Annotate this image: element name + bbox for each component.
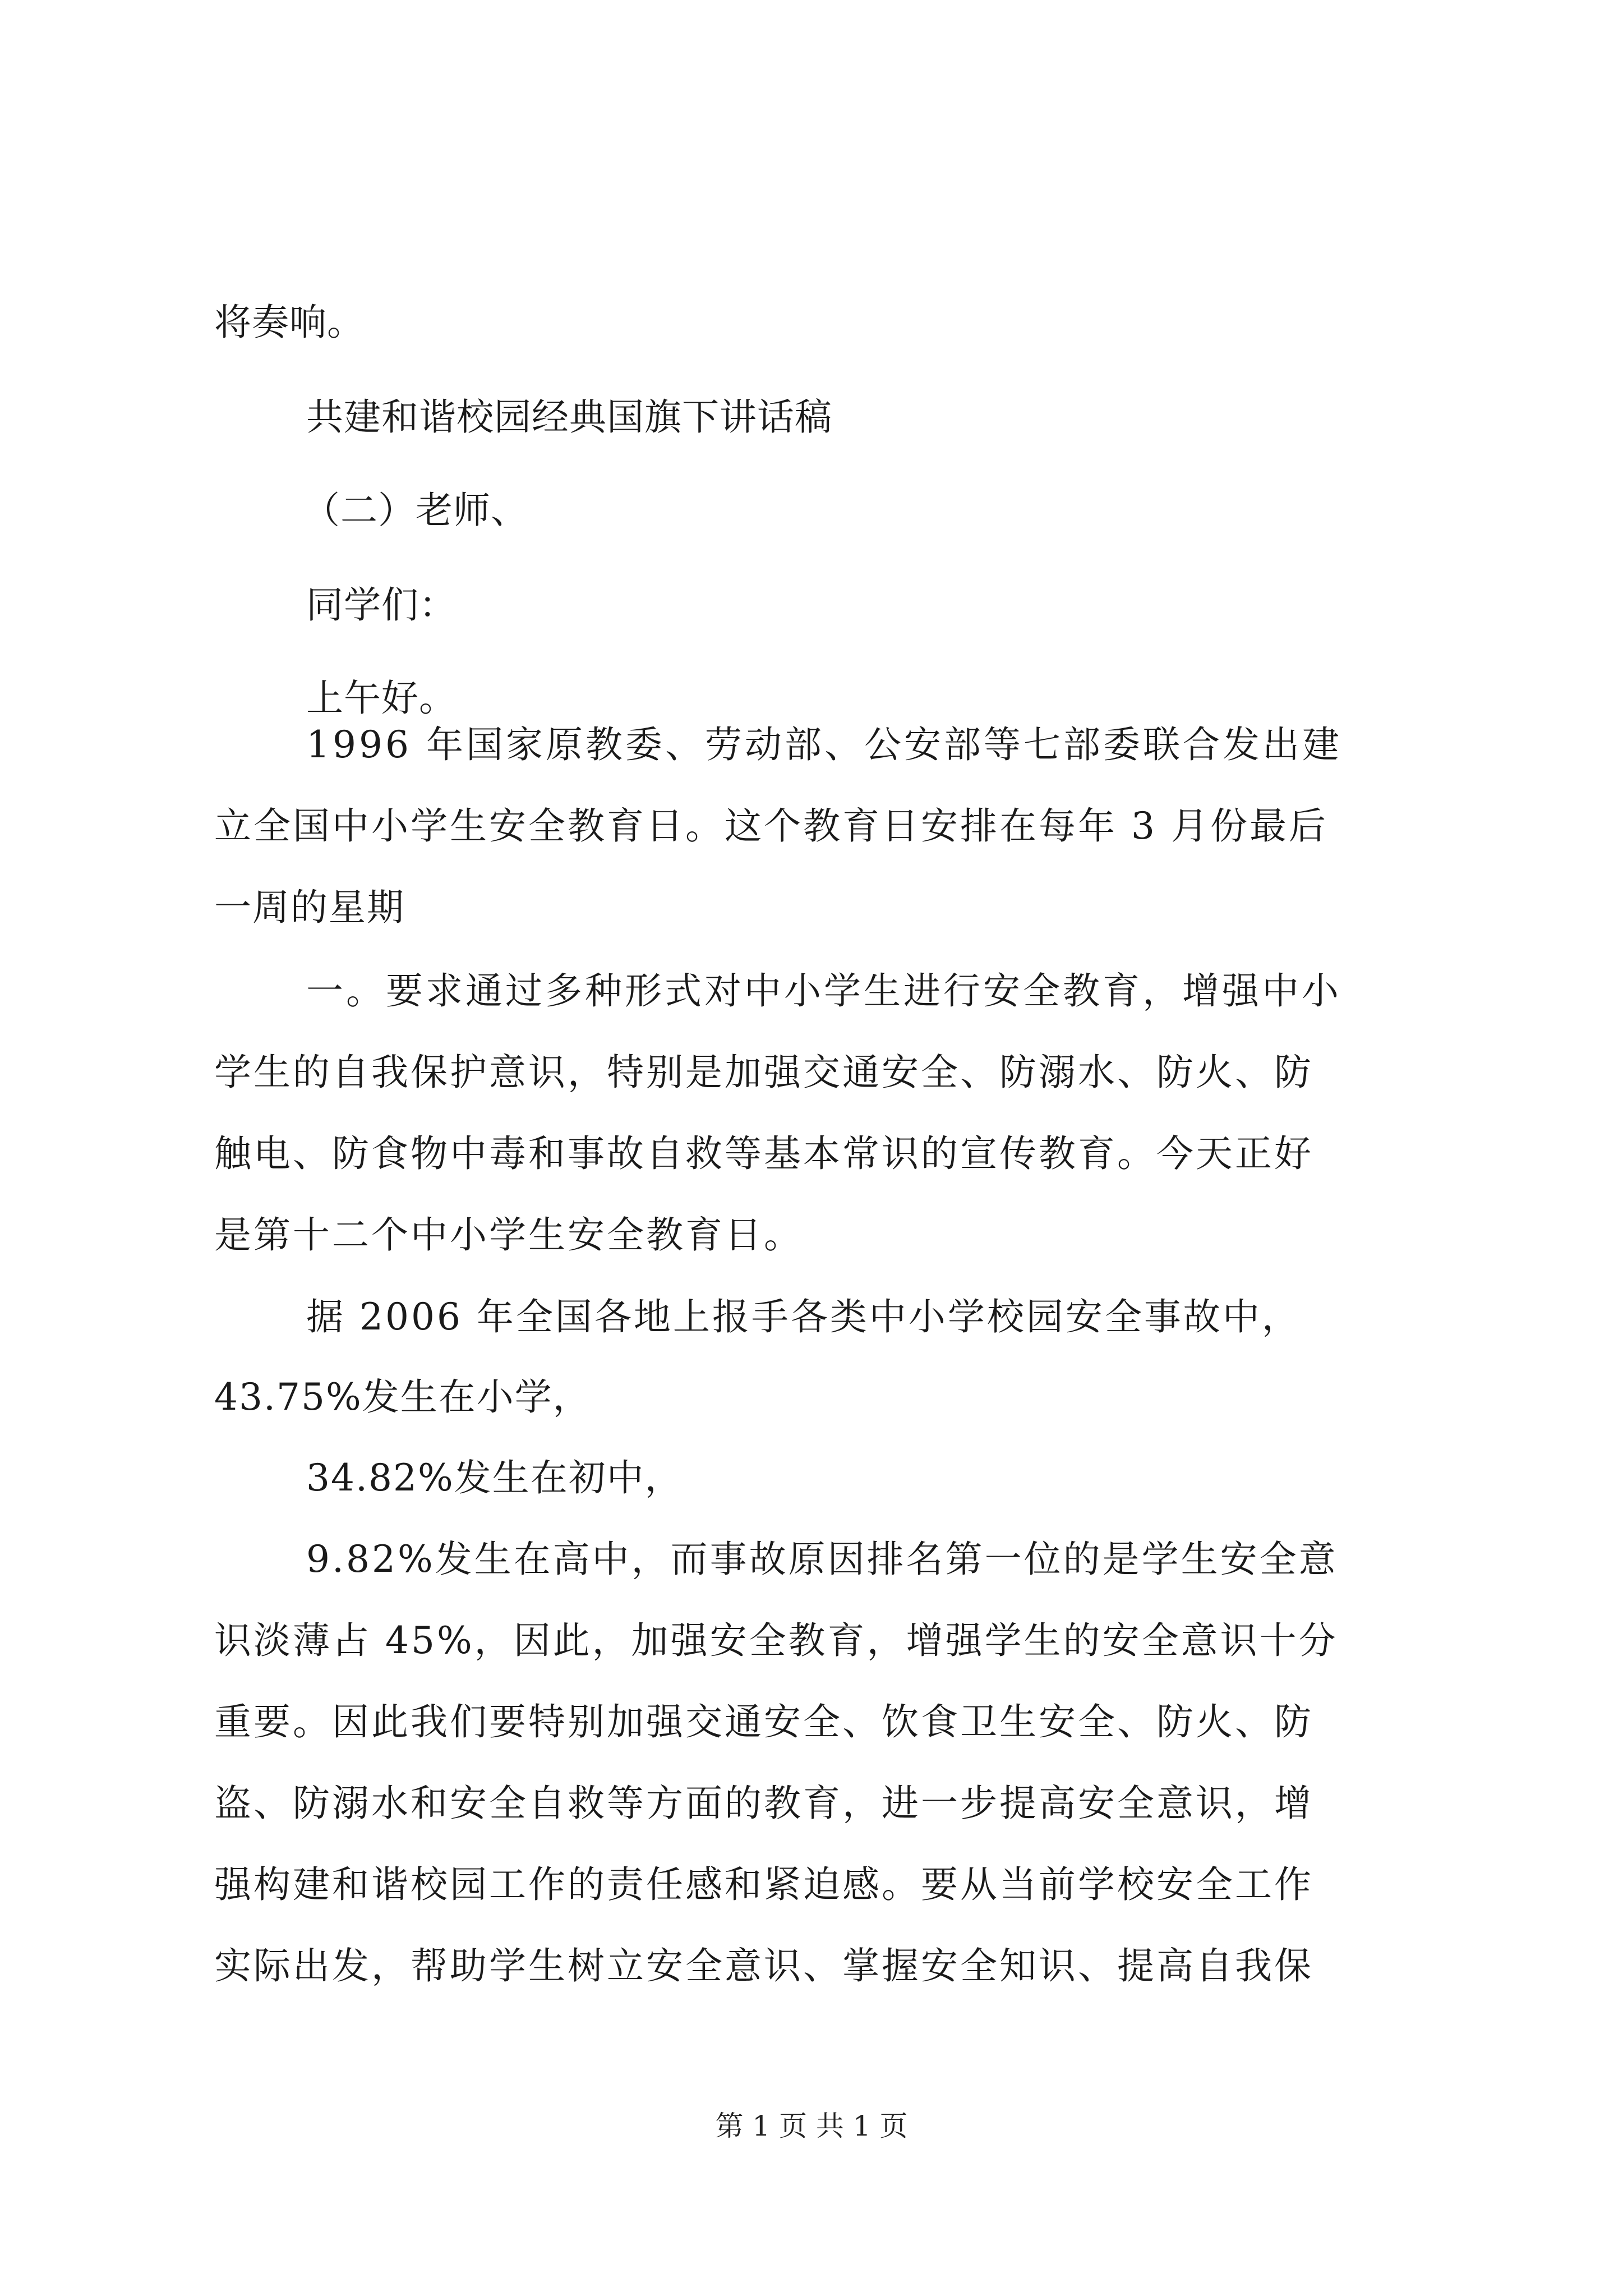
page-number-label: 第 1 页 共 1 页 [715,2110,908,2142]
text-line: 重要。因此我们要特别加强交通安全、饮食卫生安全、防火、防 [214,1700,1313,1743]
text-line: （二）老师、 [303,489,528,532]
text-line: 同学们： [306,583,457,627]
text-line: 共建和谐校园经典国旗下讲话稿 [306,395,832,439]
text-line: 一周的星期 [214,886,405,929]
text-line: 是第十二个中小学生安全教育日。 [214,1213,803,1257]
text-line: 上午好。 [306,677,457,720]
text-line: 触电、防食物中毒和事故自救等基本常识的宣传教育。今天正好 [214,1132,1313,1175]
text-line: 一。要求通过多种形式对中小学生进行安全教育，增强中小 [306,969,1341,1013]
text-line: 将奏响。 [214,301,365,344]
text-line: 识淡薄占 45%，因此，加强安全教育，增强学生的安全意识十分 [214,1619,1338,1662]
text-line: 立全国中小学生安全教育日。这个教育日安排在每年 3 月份最后 [214,804,1328,848]
text-line: 强构建和谐校园工作的责任感和紧迫感。要从当前学校安全工作 [214,1863,1313,1906]
text-line: 盗、防溺水和安全自救等方面的教育，进一步提高安全意识，增 [214,1782,1313,1825]
text-line: 实际出发，帮助学生树立安全意识、掌握安全知识、提高自我保 [214,1944,1313,1987]
text-line: 1996 年国家原教委、劳动部、公安部等七部委联合发出建 [306,723,1342,766]
text-line: 学生的自我保护意识，特别是加强交通安全、防溺水、防火、防 [214,1051,1313,1094]
text-line: 9.82%发生在高中，而事故原因排名第一位的是学生安全意 [306,1538,1338,1581]
text-line: 34.82%发生在初中， [306,1456,683,1499]
text-line: 据 2006 年全国各地上报手各类中小学校园安全事故中， [306,1295,1301,1338]
text-line: 43.75%发生在小学， [214,1375,591,1419]
page-footer [0,2109,1623,2143]
